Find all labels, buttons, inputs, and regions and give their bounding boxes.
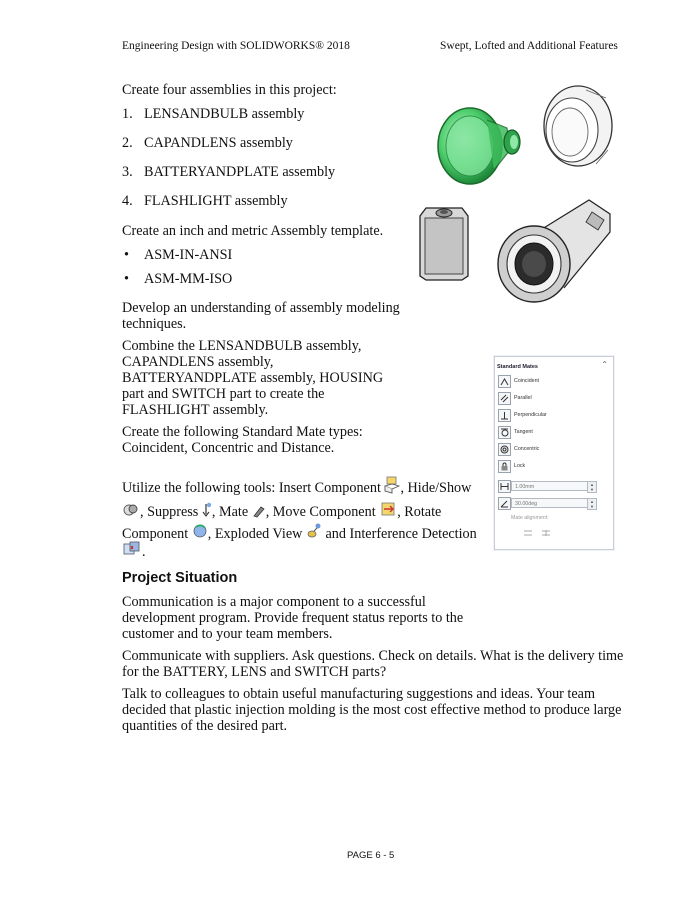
exploded-view-icon: [306, 522, 322, 540]
angle-icon: [500, 499, 509, 508]
tangent-icon: [500, 428, 509, 437]
mate-perpendicular[interactable]: Perpendicular: [498, 409, 547, 421]
lens-illustration: [432, 90, 532, 190]
situation-paragraph-1: Communication is a major component to a successful development program. Provide frequent status reports to the customer and to your team members.: [122, 594, 464, 642]
panel-title: Standard Mates: [497, 364, 538, 370]
aligned-button[interactable]: [523, 529, 533, 539]
perpendicular-icon: [500, 411, 509, 420]
tools-line-1: Utilize the following tools: Insert Component , Hide/Show: [122, 476, 471, 496]
parallel-icon: [500, 394, 509, 403]
intro-text: Create four assemblies in this project:: [122, 82, 337, 98]
move-component-icon: [379, 500, 397, 518]
list-item: 3. BATTERYANDPLATE assembly: [122, 164, 336, 180]
standard-mates-panel: [494, 356, 614, 550]
mate-parallel[interactable]: Parallel: [498, 392, 532, 404]
angle-spinner[interactable]: ▲ ▼: [587, 498, 597, 510]
angle-input[interactable]: 30.00deg ▲ ▼: [511, 498, 597, 508]
interference-detection-icon: [122, 540, 142, 558]
running-header-right: Swept, Lofted and Additional Features: [440, 40, 618, 52]
housing-illustration: [494, 192, 614, 312]
situation-paragraph-2: Communicate with suppliers. Ask questions. Check on details. What is the delivery time for the BATTERY, LENS and SWITCH parts?: [122, 648, 624, 680]
templates-intro: Create an inch and metric Assembly template.: [122, 223, 384, 239]
aligned-icon: [523, 529, 533, 537]
lock-icon: [500, 462, 509, 471]
concentric-icon: [500, 445, 509, 454]
mate-tangent[interactable]: Tangent: [498, 426, 533, 438]
mate-alignment-label: Mate alignment:: [511, 515, 549, 521]
situation-paragraph-3: Talk to colleagues to obtain useful manufacturing suggestions and ideas. Your team decided that plastic injection molding is the most cost effective method to produce large quantities of the desired part.: [122, 686, 622, 734]
list-item: 4. FLASHLIGHT assembly: [122, 193, 288, 209]
develop-paragraph: Develop an understanding of assembly modeling techniques.: [122, 300, 400, 332]
mate-coincident[interactable]: Coincident: [498, 375, 539, 387]
insert-component-icon: [384, 476, 400, 494]
list-item: 2. CAPANDLENS assembly: [122, 135, 293, 151]
bullet-item: • ASM-IN-ANSI: [124, 247, 233, 263]
cap-illustration: [536, 80, 618, 172]
coincident-icon: [500, 377, 509, 386]
page-number: PAGE 6 - 5: [347, 850, 395, 861]
running-header-left: Engineering Design with SOLIDWORKS® 2018: [122, 40, 350, 52]
rotate-component-icon: [192, 522, 208, 540]
suppress-icon: [202, 502, 212, 518]
list-item: 1. LENSANDBULB assembly: [122, 106, 305, 122]
distance-icon: [500, 482, 509, 491]
combine-paragraph: Combine the LENSANDBULB assembly, CAPANDLENS assembly, BATTERYANDPLATE assembly, HOUSING part and SWITCH part to create the FLASHLIGHT assembly.: [122, 338, 384, 418]
tools-line-3: Component , Exploded View and Interference Detection: [122, 522, 477, 542]
angle-row: [498, 497, 511, 509]
mates-paragraph: Create the following Standard Mate types: Coincident, Concentric and Distance.: [122, 424, 363, 456]
section-title: Project Situation: [122, 570, 238, 586]
battery-illustration: [416, 202, 472, 282]
mate-lock[interactable]: Lock: [498, 460, 525, 472]
distance-spinner[interactable]: ▲ ▼: [587, 481, 597, 493]
tools-line-2: , Suppress , Mate , Move Component , Rotate: [122, 500, 441, 520]
distance-input[interactable]: 1.00mm ▲ ▼: [511, 481, 597, 491]
hide-show-icon: [122, 502, 140, 518]
collapse-chevron-icon[interactable]: ⌃: [601, 360, 608, 369]
mate-icon: [252, 504, 266, 518]
distance-row: [498, 480, 511, 492]
bullet-item: • ASM-MM-ISO: [124, 271, 233, 287]
anti-aligned-button[interactable]: [541, 529, 551, 539]
mate-concentric[interactable]: Concentric: [498, 443, 539, 455]
anti-aligned-icon: [541, 529, 551, 537]
tools-line-4: .: [122, 540, 146, 560]
